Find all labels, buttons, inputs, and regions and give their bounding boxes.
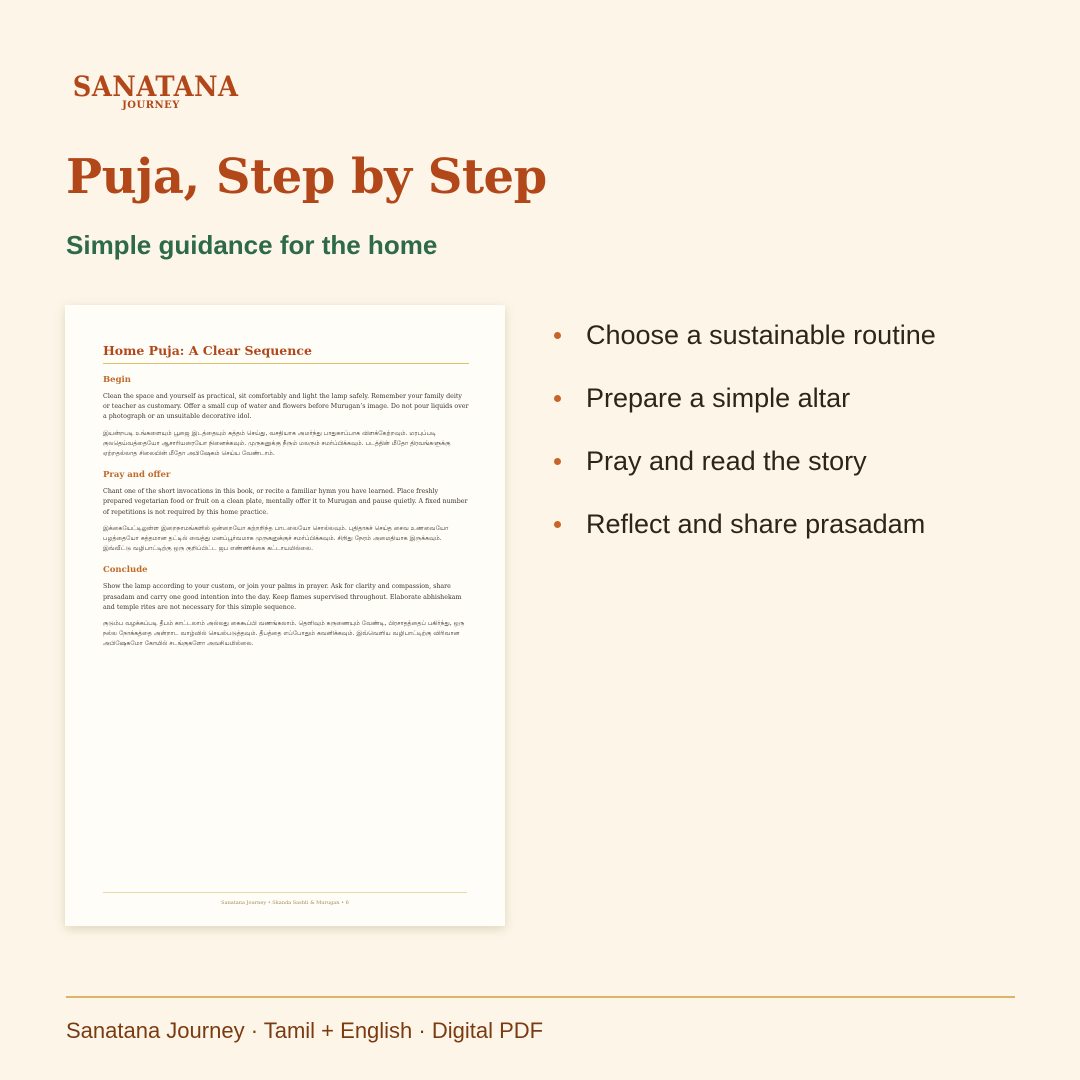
brand-logo: [66, 70, 239, 112]
logo-wordmark: SANATANA: [72, 70, 239, 103]
section-conclude-english: Show the lamp according to your custom, or join your palms in prayer. Ask for clarity and compassion, share prasadam and carry one good intention into the day. Keep flames supervised throughout. Elaborate abhishekam and temple rites are not necessary for this simple sequence.: [103, 583, 462, 611]
document-footer: Sanatana Journey • Skanda Sashti & Murugan • 6: [221, 900, 349, 906]
section-begin-tamil: இயன்றபடி உங்களையும் பூஜை இடத்தையும் சுத்தம் செய்து, வசதியாக அமர்ந்து பாதுகாப்பாக விளக்கேற்றவும். மரபுப்படி குலதெய்வத்தையோ ஆசாரியரையோ நினைக்கவும். முருகனுக்கு நீரும் மலரும் சமர்ப்பிக்கவும். படத்தின் மீதோ திரவங்களுக்கு ஏற்றதல்லாத சிலையின் மீதோ அபிஷேகம் செய்ய வேண்டாம்.: [103, 429, 451, 458]
feature-list: [554, 316, 936, 568]
bullet-dot-icon: [554, 332, 561, 339]
document-body: [103, 343, 469, 660]
section-pray-tamil: இக்கையேட்டிலுள்ள இறைநாமங்களில் ஒன்றையோ கற்றறிந்த பாடலையோ சொல்லவும். புதிதாகச் செய்த சைவ உணவையோ பழத்தையோ சுத்தமான தட்டில் வைத்து மனப்பூர்வமாக முருகனுக்குச் சமர்ப்பிக்கவும். சிறிது நேரம் அமைதியாக இருக்கவும். இவ்வீட்டு வழிபாட்டிற்கு ஒரு குறிப்பிட்ட ஜப எண்ணிக்கை கட்டாயமில்லை.: [103, 524, 449, 553]
footer-text: Sanatana Journey · Tamil + English · Digital PDF: [66, 1018, 544, 1043]
feature-text: Prepare a simple altar: [586, 383, 851, 413]
document-preview: [65, 305, 505, 926]
page-title: Puja, Step by Step: [66, 149, 547, 205]
feature-item: [554, 442, 936, 505]
document-title: Home Puja: A Clear Sequence: [103, 343, 469, 364]
bullet-dot-icon: [554, 458, 561, 465]
feature-item: [554, 316, 936, 379]
page-subtitle: Simple guidance for the home: [66, 230, 438, 260]
section-heading-pray: Pray and offer: [103, 470, 171, 481]
feature-item: [554, 379, 936, 442]
feature-text: Choose a sustainable routine: [586, 320, 936, 350]
document-footer-divider: [103, 892, 467, 893]
section-begin-english: Clean the space and yourself as practical, sit comfortably and light the lamp safely. Remember your family deity or teacher as customary. Offer a small cup of water and flowers before Murugan’s image. Do not pour liquids over a photograph or an unsuitable decorative idol.: [103, 393, 469, 421]
feature-text: Pray and read the story: [586, 446, 867, 476]
feature-text: Reflect and share prasadam: [586, 509, 926, 539]
logo-subtext: JOURNEY: [122, 100, 180, 111]
feature-item: [554, 505, 936, 568]
bullet-dot-icon: [554, 395, 561, 402]
section-heading-conclude: Conclude: [103, 565, 148, 576]
section-conclude-tamil: குடும்ப வழக்கப்படி தீபம் காட்டலாம் அல்லது கைகூப்பி வணங்கலாம். தெளிவும் கருணையும் வேண்டி, பிரசாதத்தைப் பகிர்ந்து, ஒரு நல்ல நோக்கத்தை அன்றாட வாழ்வில் செயல்படுத்தவும். தீபத்தை எப்போதும் கவனிக்கவும். இவ்வெளிய வழிபாட்டிற்கு விரிவான அபிஷேகமோ கோயில் சடங்குகளோ அவசியமில்லை.: [103, 620, 465, 648]
section-heading-begin: Begin: [103, 375, 131, 385]
section-pray-english: Chant one of the short invocations in this book, or recite a familiar hymn you have learned. Place freshly prepared vegetarian food or fruit on a clean plate, mentally offer it to Murugan and pause quietly. A fixed number of repetitions is not required by this home practice.: [103, 488, 468, 516]
footer-divider: [66, 996, 1015, 998]
bullet-dot-icon: [554, 521, 561, 528]
